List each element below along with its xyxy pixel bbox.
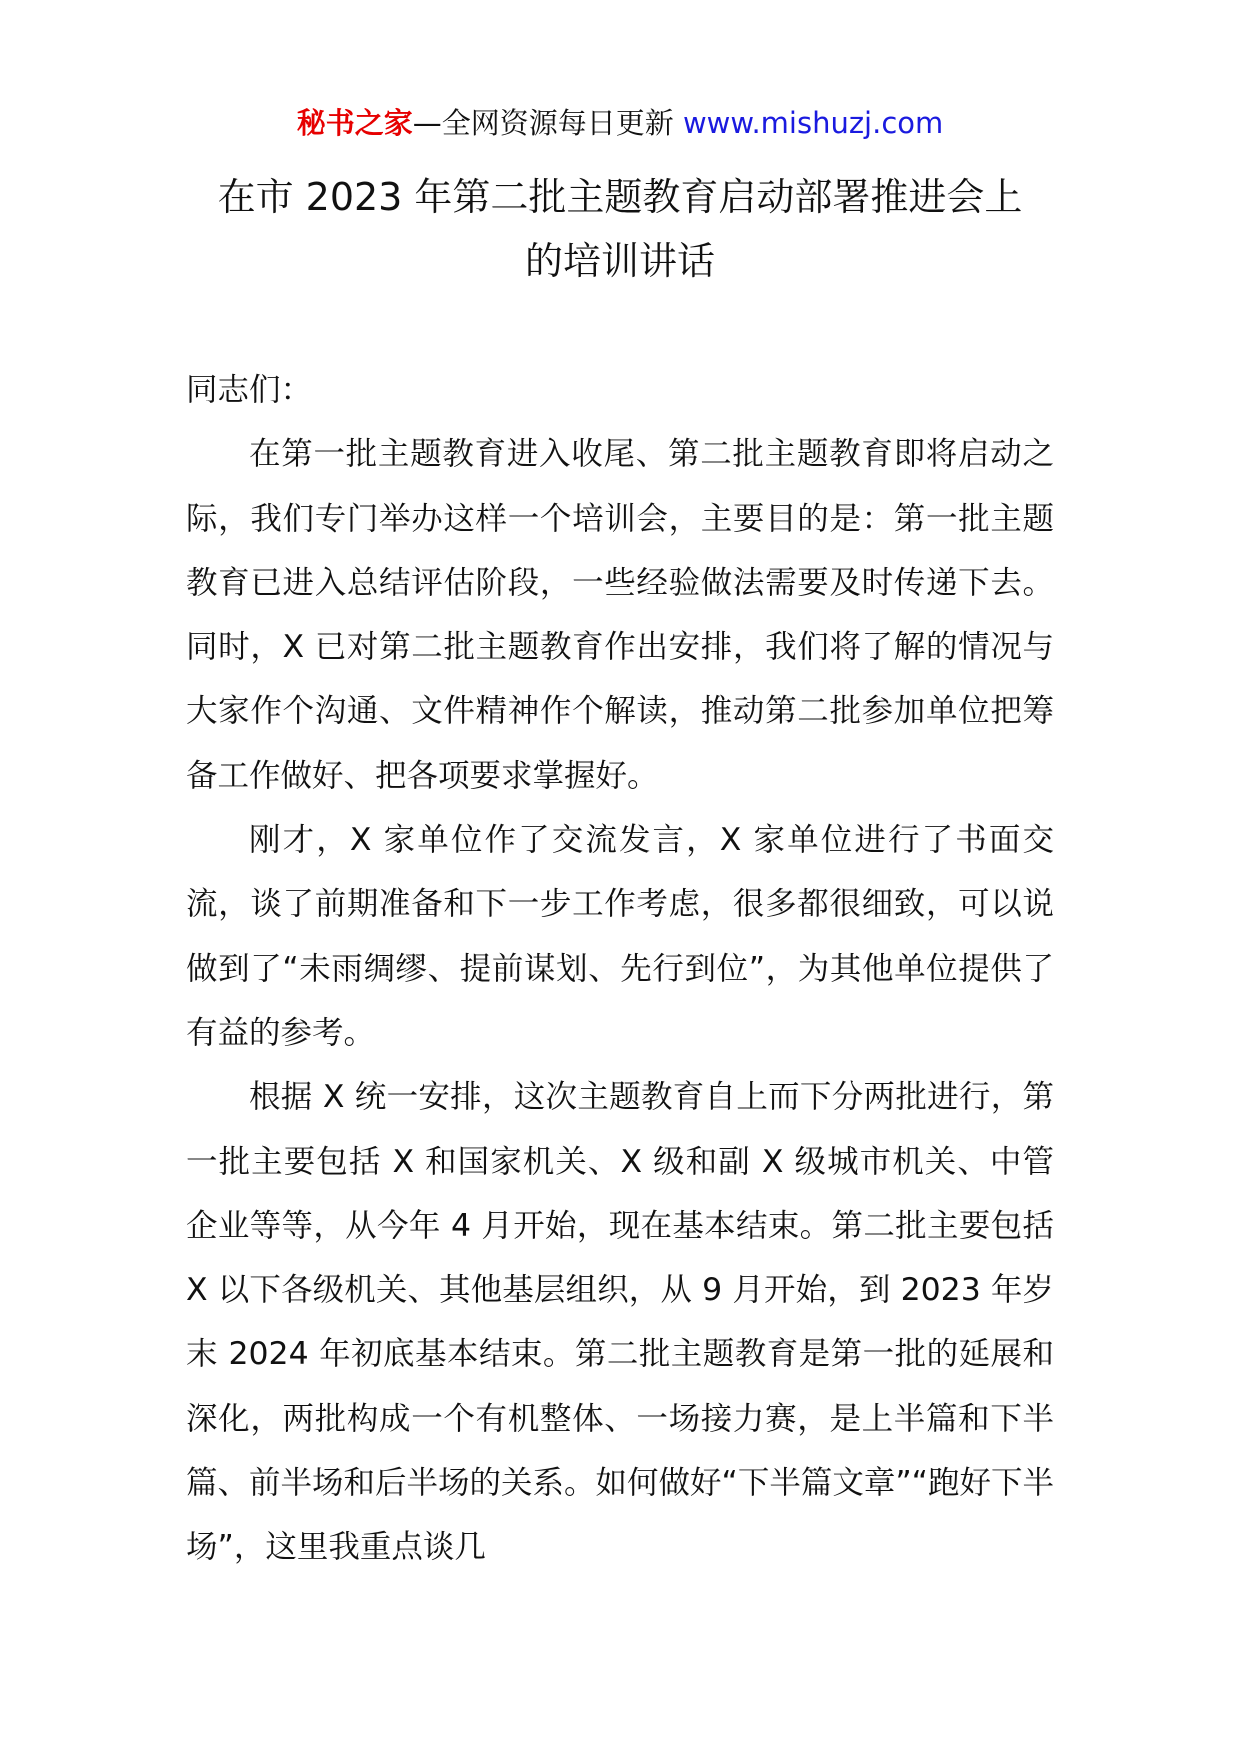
- document-title: [186, 165, 1054, 293]
- title-line-2: 的培训讲话: [524, 239, 715, 283]
- salutation: 同志们：: [186, 372, 313, 408]
- header-tagline: —全网资源每日更新: [412, 106, 674, 140]
- paragraph-2: 刚才，X 家单位作了交流发言，X 家单位进行了书面交流，谈了前期准备和下一步工作考虑，很多都很细致，可以说做到了“未雨绸缪、提前谋划、先行到位”，为其他单位提供了有益的参考。: [186, 822, 1054, 1051]
- site-link[interactable]: www.mishuzj.com: [682, 106, 944, 140]
- brand-name: 秘书之家: [296, 106, 413, 140]
- paragraph-1: 在第一批主题教育进入收尾、第二批主题教育即将启动之际，我们专门举办这样一个培训会，主要目的是：第一批主题教育已进入总结评估阶段，一些经验做法需要及时传递下去。同时，X 已对第二批主题教育作出安排，我们将了解的情况与大家作个沟通、文件精神作个解读，推动第二批参加单位把筹备工作做好、把各项要求掌握好。: [186, 436, 1054, 794]
- watermark-header: [0, 103, 1240, 143]
- document-body: [186, 358, 1054, 1580]
- paragraph-3: 根据 X 统一安排，这次主题教育自上而下分两批进行，第一批主要包括 X 和国家机关、X 级和副 X 级城市机关、中管企业等等，从今年 4 月开始，现在基本结束。第二批主要包括 X 以下各级机关、其他基层组织，从 9 月开始，到 2023 年岁末 2024 年初底基本结束。第二批主题教育是第一批的延展和深化，两批构成一个有机整体、一场接力赛，是上半篇和下半篇、前半场和后半场的关系。如何做好“下半篇文章”“跑好下半场”，这里我重点谈几: [186, 1079, 1054, 1566]
- title-line-1: 在市 2023 年第二批主题教育启动部署推进会上: [217, 175, 1023, 219]
